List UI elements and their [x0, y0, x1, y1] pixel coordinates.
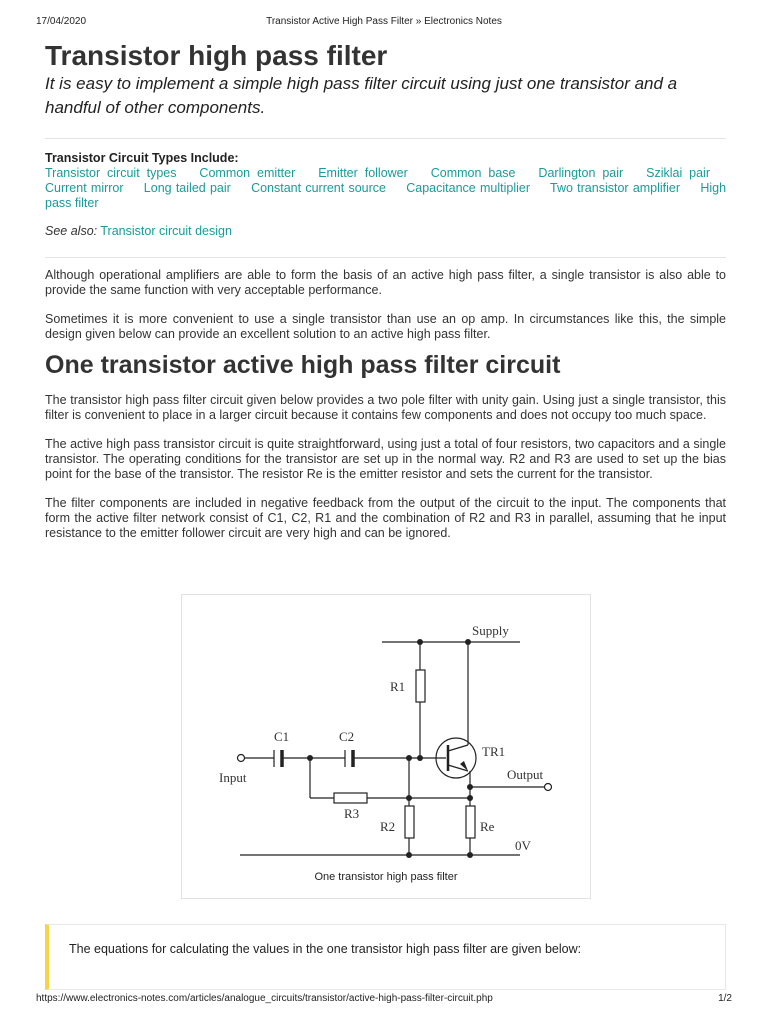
label-supply: Supply	[472, 623, 509, 638]
circuit-type-link[interactable]: Transistor circuit types	[45, 166, 177, 180]
circuit-type-link[interactable]: Common emitter	[199, 166, 296, 180]
note-text: The equations for calculating the values in the one transistor high pass filter are given below:	[69, 942, 582, 956]
circuit-type-link[interactable]: Two transistor amplifier	[550, 181, 681, 195]
label-input: Input	[219, 770, 247, 785]
circuit-types-list	[45, 166, 726, 211]
circuit-diagram	[182, 595, 590, 898]
circuit-type-link[interactable]: Current mirror	[45, 181, 124, 195]
print-url: https://www.electronics-notes.com/articles/analogue_circuits/transistor/active-high-pass-filter-circuit.php	[36, 993, 493, 1004]
paragraph: Sometimes it is more convenient to use a single transistor than use an op amp. In circumstances like this, the simple design given below can provide an excellent solution to an active high pass filter.	[45, 312, 726, 341]
equations-note	[45, 924, 726, 990]
section-heading: One transistor active high pass filter circuit	[45, 351, 561, 379]
circuit-type-link[interactable]: Constant current source	[251, 181, 386, 195]
circuit-figure	[181, 594, 591, 899]
article	[45, 40, 726, 555]
print-page-number: 1/2	[718, 993, 732, 1004]
print-footer	[36, 993, 732, 1007]
circuit-type-link[interactable]: Emitter follower	[318, 166, 408, 180]
label-c2: C2	[339, 729, 355, 744]
label-c1: C1	[274, 729, 290, 744]
label-0v: 0V	[515, 838, 531, 853]
circuit-type-link[interactable]: Capacitance multiplier	[406, 181, 530, 195]
label-r1: R1	[390, 679, 406, 694]
divider	[45, 257, 726, 258]
circuit-types-heading: Transistor Circuit Types Include:	[45, 151, 239, 165]
see-also-label: See also:	[45, 224, 98, 238]
circuit-type-link[interactable]: Long tailed pair	[143, 181, 231, 195]
label-tr1: TR1	[482, 744, 506, 759]
divider	[45, 138, 726, 139]
print-date: 17/04/2020	[36, 16, 87, 27]
circuit-type-link[interactable]: Darlington pair	[538, 166, 624, 180]
print-page-title: Transistor Active High Pass Filter » Electronics Notes	[266, 16, 502, 27]
circuit-type-link[interactable]: Common base	[430, 166, 516, 180]
circuit-type-link[interactable]: Sziklai pair	[646, 166, 710, 180]
label-r2: R2	[380, 819, 396, 834]
label-output: Output	[507, 767, 544, 782]
see-also	[45, 224, 726, 239]
circuit-type-link[interactable]: High pass filter	[45, 181, 727, 210]
paragraph: Although operational amplifiers are able to form the basis of an active high pass filter, a single transistor is also able to provide the same function with very acceptable performance.	[45, 268, 726, 297]
figure-caption: One transistor high pass filter	[314, 871, 458, 883]
page-title: Transistor high pass filter	[45, 40, 388, 71]
print-header	[36, 16, 732, 30]
label-re: Re	[480, 819, 495, 834]
paragraph: The active high pass transistor circuit is quite straightforward, using just a total of four resistors, two capacitors and a single transistor. The operating conditions for the transistor are set up in the normal way. R2 and R3 are used to set up the bias point for the base of the transistor. The resistor Re is the emitter resistor and sets the current for the transistor.	[45, 437, 726, 481]
paragraph: The filter components are included in negative feedback from the output of the circuit to the input. The components that form the active filter network consist of C1, C2, R1 and the combination of R2 and R3 in parallel, assuming that he input resistance to the emitter follower circuit are very high and can be ignored.	[45, 496, 726, 540]
paragraph: The transistor high pass filter circuit given below provides a two pole filter with unity gain. Using just a single transistor, this filter is convenient to place in a larger circuit because it contains few components and does not occupy too much space.	[45, 393, 726, 422]
page-subtitle: It is easy to implement a simple high pass filter circuit using just one transistor and a handful of other components.	[45, 74, 678, 117]
label-r3: R3	[344, 806, 360, 821]
see-also-link[interactable]: Transistor circuit design	[100, 224, 232, 238]
